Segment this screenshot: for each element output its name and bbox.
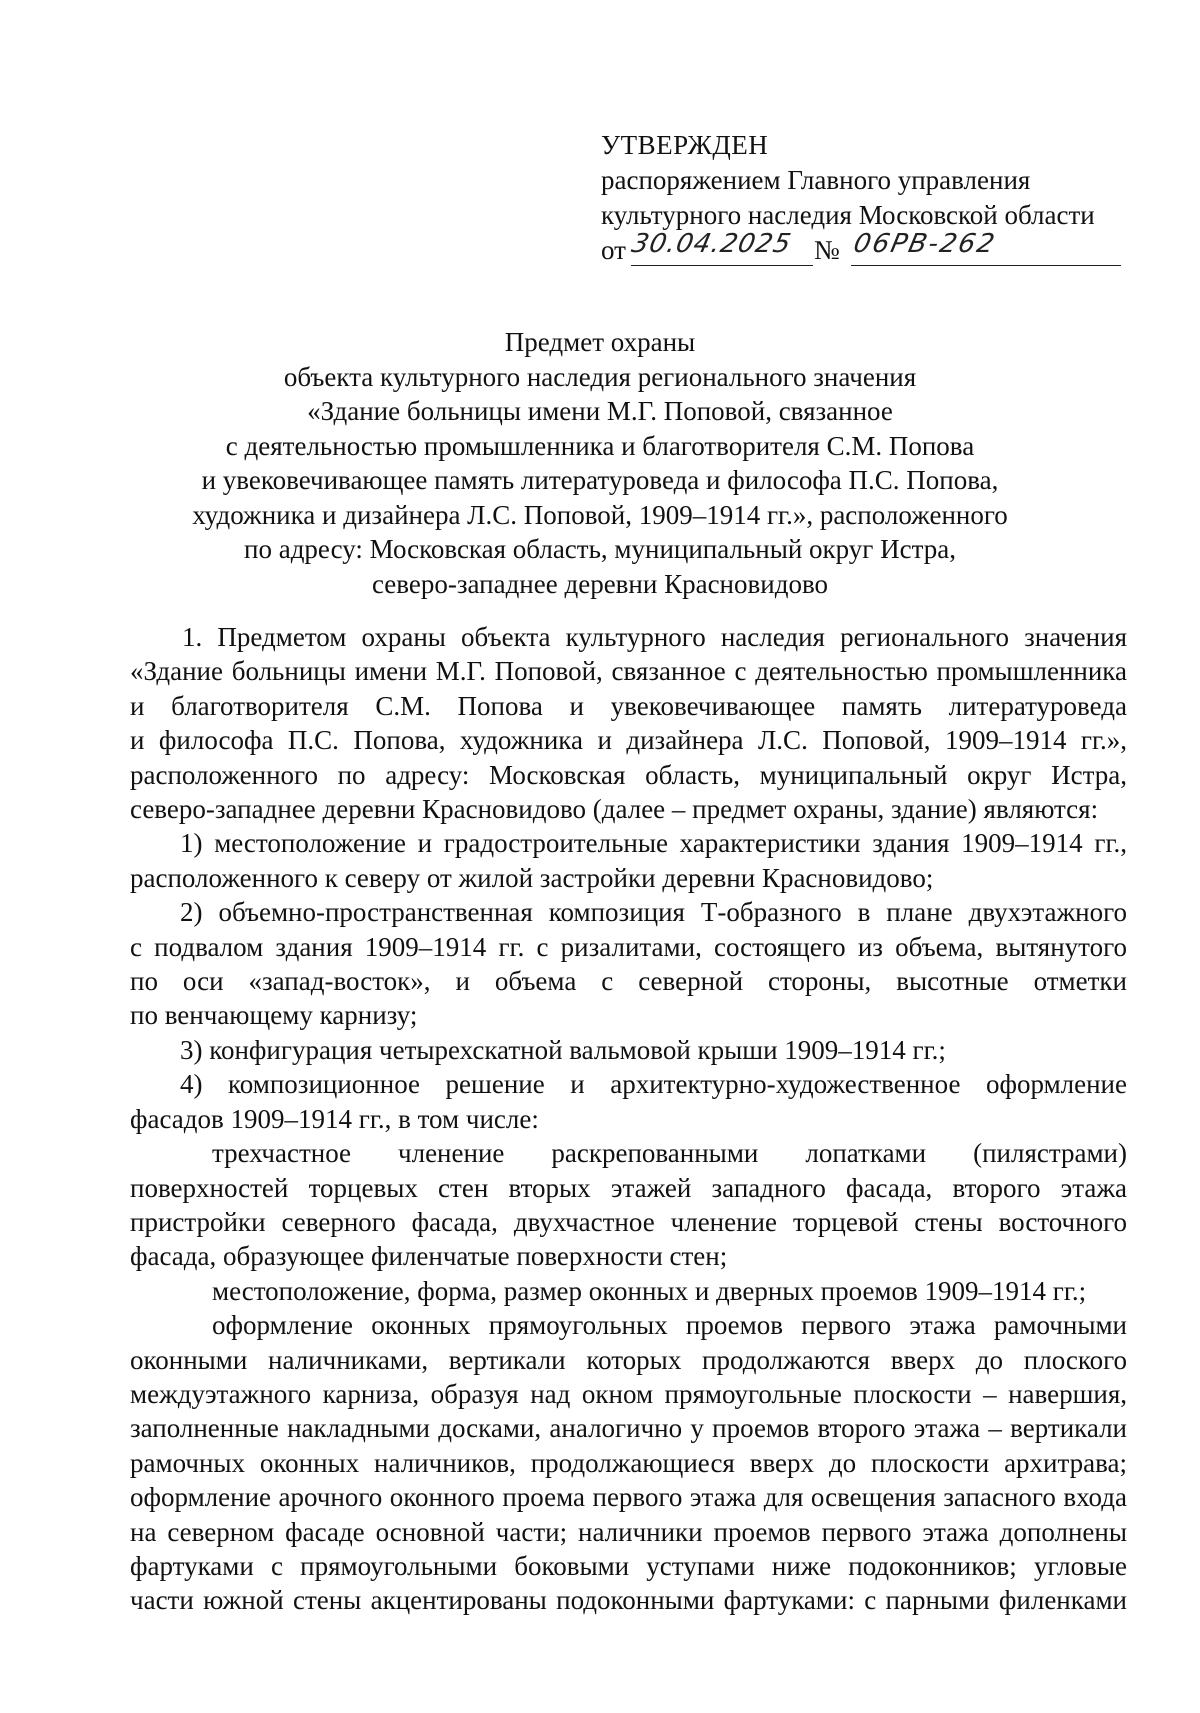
body-line: междуэтажного карниза, образуя над окном прямоугольные плоскости – навершия, xyxy=(130,1378,1127,1409)
title-line: по адресу: Московская область, муниципальный округ Истра, xyxy=(244,534,956,564)
body-line: оконными наличниками, вертикали которых продолжаются вверх до плоского xyxy=(130,1344,1127,1375)
body-line: оформление арочного оконного проема первого этажа для освещения запасного входа xyxy=(130,1482,1127,1513)
title-line: Предмет охраны xyxy=(504,327,696,357)
body-line: части южной стены акцентированы подоконными фартуками: с парными филенками xyxy=(130,1585,1127,1616)
body-line: и философа П.С. Попова, художника и дизайнера Л.С. Поповой, 1909–1914 гг.», xyxy=(130,725,1127,756)
body-line: 2) объемно-пространственная композиция Т-образного в плане двухэтажного xyxy=(180,897,1127,928)
body-line: поверхностей торцевых стен вторых этажей западного фасада, второго этажа xyxy=(130,1172,1127,1203)
body-line: расположенного по адресу: Московская область, муниципальный округ Истра, xyxy=(130,759,1127,790)
body-line: заполненные накладными досками, аналогично у проемов второго этажа – вертикали xyxy=(130,1413,1127,1444)
number-underline xyxy=(851,265,1121,266)
body-line: расположенного к северу от жилой застройки деревни Красновидово; xyxy=(130,862,934,893)
approval-stamp-block xyxy=(601,128,1121,269)
title-line: объекта культурного наследия регионального значения xyxy=(283,361,917,392)
title-line: северо-западнее деревни Красновидово xyxy=(371,568,829,599)
body-line: северо-западнее деревни Красновидово (далее – предмет охраны, здание) являются: xyxy=(130,794,1099,825)
body-line: фасадов 1909–1914 гг., в том числе: xyxy=(130,1103,539,1134)
approval-date-number-row xyxy=(601,229,1121,269)
title-line: и увековечивающее память литературоведа и философа П.С. Попова, xyxy=(201,465,999,495)
body-line: оформление оконных прямоугольных проемов первого этажа рамочными xyxy=(212,1310,1127,1341)
body-line: 1. Предметом охраны объекта культурного наследия регионального значения xyxy=(182,622,1127,652)
body-line: фартуками с прямоугольными боковыми уступами ниже подоконников; угловые xyxy=(130,1550,1127,1581)
body-line: по венчающему карнизу; xyxy=(130,1000,418,1031)
body-line: «Здание больницы имени М.Г. Поповой, связанное с деятельностью промышленника xyxy=(130,656,1127,687)
body-line: с подвалом здания 1909–1914 гг. с ризалитами, состоящего из объема, вытянутого xyxy=(130,931,1127,962)
approval-line-1: распоряжением Главного управления xyxy=(601,165,1031,195)
title-line: художника и дизайнера Л.С. Поповой, 1909–1914 гг.», расположенного xyxy=(192,499,1008,530)
body-line: 1) местоположение и градостроительные характеристики здания 1909–1914 гг., xyxy=(180,828,1127,859)
body-line: на северном фасаде основной части; наличники проемов первого этажа дополнены xyxy=(130,1516,1127,1547)
body-line: по оси «запад-восток», и объема с северной стороны, высотные отметки xyxy=(130,966,1127,997)
handwritten-number: 06РВ-262 xyxy=(850,229,999,259)
title-line: с деятельностью промышленника и благотворителя С.М. Попова xyxy=(225,430,975,461)
body-line: местоположение, форма, размер оконных и дверных проемов 1909–1914 гг.; xyxy=(212,1275,1087,1306)
body-line: пристройки северного фасада, двухчастное членение торцевой стены восточного xyxy=(130,1206,1127,1237)
body-line: 4) композиционное решение и архитектурно-художественное оформление xyxy=(180,1069,1127,1100)
handwritten-date: 30.04.2025 xyxy=(628,229,795,259)
body-line: 3) конфигурация четырехскатной вальмовой крыши 1909–1914 гг.; xyxy=(180,1034,946,1065)
from-label: от xyxy=(601,235,626,265)
document-title xyxy=(160,325,1040,601)
approved-heading: УТВЕРЖДЕН xyxy=(601,130,769,160)
body-line: и благотворителя С.М. Попова и увековечивающее память литературоведа xyxy=(130,690,1127,721)
body-line: рамочных оконных наличников, продолжающиеся вверх до плоскости архитрава; xyxy=(130,1447,1127,1478)
date-underline xyxy=(631,265,813,266)
title-line: «Здание больницы имени М.Г. Поповой, связанное xyxy=(307,396,893,426)
body-line: фасада, образующее филенчатые поверхности стен; xyxy=(130,1241,728,1272)
number-label: № xyxy=(814,235,840,265)
document-body xyxy=(130,620,1127,1618)
approval-line-2: культурного наследия Московской области xyxy=(601,200,1095,230)
body-line: трехчастное членение раскрепованными лопатками (пилястрами) xyxy=(212,1138,1127,1169)
